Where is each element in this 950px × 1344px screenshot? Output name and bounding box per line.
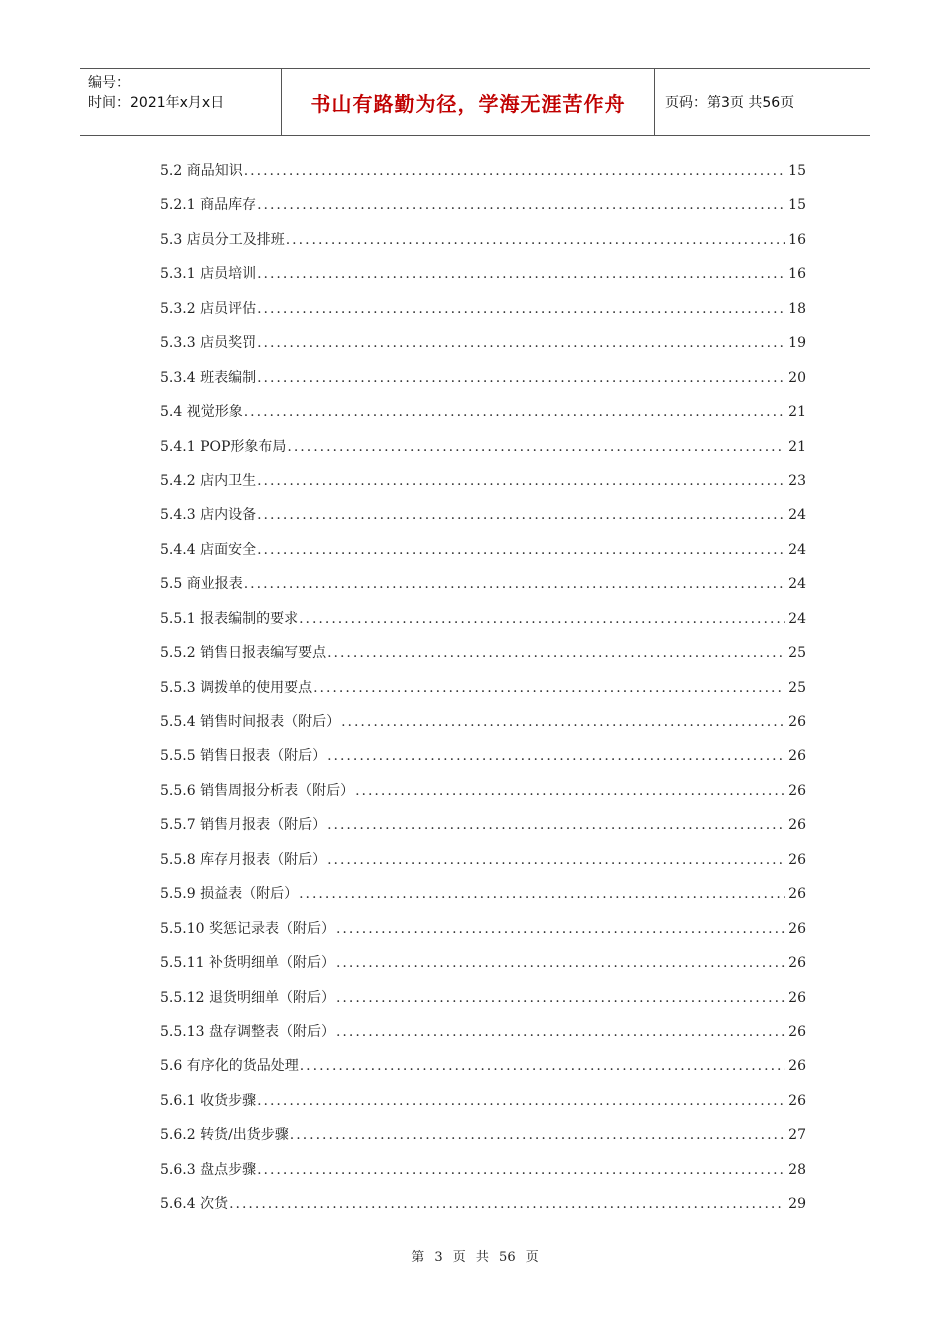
toc-entry-page: 25 — [788, 645, 806, 662]
toc-entry-page: 15 — [788, 197, 806, 214]
toc-entry-page: 26 — [788, 851, 806, 868]
toc-dot-leader — [229, 1187, 785, 1221]
toc-entry-page: 26 — [788, 817, 806, 834]
toc-entry-label: 5.3.4 班表编制 — [160, 369, 257, 386]
toc-entry[interactable] — [160, 877, 806, 911]
toc-entry-label: 5.5.5 销售日报表（附后） — [160, 748, 327, 765]
toc-entry-page: 26 — [788, 782, 806, 799]
toc-entry-label: 5.3.1 店员培训 — [160, 266, 257, 283]
toc-entry-label: 5.5.10 奖惩记录表（附后） — [160, 920, 335, 937]
date-label: 时间：2021年x月x日 — [88, 95, 225, 111]
toc-entry-label: 5.6.4 次货 — [160, 1196, 229, 1213]
toc-entry-page: 24 — [788, 541, 806, 558]
toc-entry[interactable] — [160, 361, 806, 395]
toc-dot-leader — [257, 498, 785, 532]
toc-entry-label: 5.6.3 盘点步骤 — [160, 1161, 257, 1178]
header-meta — [80, 69, 282, 135]
toc-entry-page: 26 — [788, 886, 806, 903]
toc-entry-label: 5.5.1 报表编制的要求 — [160, 610, 299, 627]
toc-dot-leader — [299, 602, 785, 636]
toc-entry-label: 5.5.9 损益表（附后） — [160, 886, 299, 903]
toc-entry[interactable] — [160, 154, 806, 188]
toc-entry[interactable] — [160, 1118, 806, 1152]
toc-entry[interactable] — [160, 981, 806, 1015]
toc-dot-leader — [257, 1153, 785, 1187]
toc-entry[interactable] — [160, 430, 806, 464]
toc-entry-page: 26 — [788, 989, 806, 1006]
table-of-contents — [160, 154, 806, 1222]
toc-entry[interactable] — [160, 774, 806, 808]
toc-entry-label: 5.4.4 店面安全 — [160, 541, 257, 558]
toc-entry-label: 5.4.2 店内卫生 — [160, 472, 257, 489]
toc-dot-leader — [257, 292, 785, 326]
toc-entry-label: 5.5.2 销售日报表编写要点 — [160, 645, 327, 662]
toc-entry-label: 5.4 视觉形象 — [160, 404, 243, 421]
toc-entry[interactable] — [160, 946, 806, 980]
toc-entry[interactable] — [160, 602, 806, 636]
toc-entry[interactable] — [160, 326, 806, 360]
toc-dot-leader — [257, 188, 785, 222]
toc-entry-label: 5.5.13 盘存调整表（附后） — [160, 1023, 335, 1040]
page-footer: 第 3 页 共 56 页 — [411, 1250, 539, 1265]
toc-entry-label: 5.3 店员分工及排班 — [160, 231, 285, 248]
page-header — [80, 68, 870, 136]
header-motto: 书山有路勤为径，学海无涯苦作舟 — [282, 69, 655, 135]
toc-entry-page: 24 — [788, 507, 806, 524]
toc-entry-page: 20 — [788, 369, 806, 386]
toc-entry[interactable] — [160, 912, 806, 946]
toc-entry-label: 5.5 商业报表 — [160, 576, 243, 593]
toc-dot-leader — [336, 981, 785, 1015]
toc-entry-page: 27 — [788, 1127, 806, 1144]
toc-entry[interactable] — [160, 705, 806, 739]
toc-entry[interactable] — [160, 808, 806, 842]
toc-entry-page: 24 — [788, 576, 806, 593]
toc-entry-page: 16 — [788, 266, 806, 283]
toc-entry[interactable] — [160, 739, 806, 773]
toc-entry[interactable] — [160, 636, 806, 670]
toc-dot-leader — [257, 361, 785, 395]
toc-dot-leader — [327, 808, 785, 842]
toc-entry[interactable] — [160, 223, 806, 257]
toc-entry[interactable] — [160, 533, 806, 567]
toc-entry[interactable] — [160, 1015, 806, 1049]
toc-entry-label: 5.4.1 POP形象布局 — [160, 438, 287, 455]
toc-entry-page: 21 — [788, 438, 806, 455]
toc-entry-label: 5.2.1 商品库存 — [160, 197, 257, 214]
toc-entry-label: 5.5.6 销售周报分析表（附后） — [160, 782, 355, 799]
toc-dot-leader — [257, 464, 785, 498]
toc-entry-label: 5.6 有序化的货品处理 — [160, 1058, 299, 1075]
toc-dot-leader — [327, 843, 785, 877]
toc-entry[interactable] — [160, 257, 806, 291]
toc-entry[interactable] — [160, 671, 806, 705]
toc-entry-page: 23 — [788, 472, 806, 489]
toc-entry[interactable] — [160, 464, 806, 498]
toc-entry-page: 29 — [788, 1196, 806, 1213]
toc-entry-label: 5.5.3 调拨单的使用要点 — [160, 679, 313, 696]
toc-entry-page: 26 — [788, 1058, 806, 1075]
toc-entry-label: 5.5.7 销售月报表（附后） — [160, 817, 327, 834]
toc-dot-leader — [257, 257, 785, 291]
toc-entry-page: 26 — [788, 1092, 806, 1109]
toc-dot-leader — [257, 326, 785, 360]
toc-entry-page: 18 — [788, 300, 806, 317]
toc-entry-page: 26 — [788, 748, 806, 765]
toc-entry[interactable] — [160, 1049, 806, 1083]
toc-entry-page: 28 — [788, 1161, 806, 1178]
toc-entry-label: 5.2 商品知识 — [160, 163, 243, 179]
header-page-info: 页码：第3页 共56页 — [665, 95, 795, 111]
toc-entry[interactable] — [160, 292, 806, 326]
toc-entry-page: 24 — [788, 610, 806, 627]
toc-dot-leader — [336, 946, 785, 980]
toc-dot-leader — [244, 567, 785, 601]
toc-entry-page: 21 — [788, 404, 806, 421]
toc-entry-label: 5.5.4 销售时间报表（附后） — [160, 714, 341, 730]
toc-entry-page: 19 — [788, 335, 806, 352]
toc-entry-label: 5.5.11 补货明细单（附后） — [160, 955, 335, 972]
toc-dot-leader — [287, 430, 785, 464]
toc-dot-leader — [327, 636, 785, 670]
toc-dot-leader — [257, 1084, 785, 1118]
toc-dot-leader — [244, 395, 785, 429]
toc-entry-label: 5.6.2 转货/出货步骤 — [160, 1127, 289, 1144]
serial-label: 编号： — [88, 75, 130, 91]
toc-dot-leader — [355, 774, 785, 808]
toc-dot-leader — [300, 1049, 785, 1083]
toc-dot-leader — [290, 1118, 785, 1152]
toc-entry[interactable] — [160, 1153, 806, 1187]
toc-dot-leader — [327, 739, 785, 773]
toc-entry[interactable] — [160, 1187, 806, 1221]
toc-dot-leader — [299, 877, 785, 911]
toc-entry-label: 5.6.1 收货步骤 — [160, 1092, 257, 1109]
toc-entry-label: 5.4.3 店内设备 — [160, 507, 257, 524]
toc-entry[interactable] — [160, 395, 806, 429]
toc-entry[interactable] — [160, 1084, 806, 1118]
toc-entry-page: 25 — [788, 679, 806, 696]
toc-entry-page: 16 — [788, 231, 806, 248]
toc-entry[interactable] — [160, 843, 806, 877]
toc-dot-leader — [341, 705, 785, 739]
toc-dot-leader — [313, 671, 785, 705]
toc-entry-label: 5.5.8 库存月报表（附后） — [160, 851, 327, 868]
toc-entry[interactable] — [160, 567, 806, 601]
toc-entry[interactable] — [160, 188, 806, 222]
toc-dot-leader — [286, 223, 785, 257]
toc-entry-label: 5.3.2 店员评估 — [160, 300, 257, 317]
toc-entry-label: 5.5.12 退货明细单（附后） — [160, 989, 335, 1006]
toc-entry-page: 26 — [788, 714, 806, 730]
toc-entry-page: 26 — [788, 955, 806, 972]
toc-entry-page: 26 — [788, 1023, 806, 1040]
toc-dot-leader — [244, 154, 785, 188]
toc-entry-label: 5.3.3 店员奖罚 — [160, 335, 257, 352]
toc-dot-leader — [257, 533, 785, 567]
toc-entry-page: 15 — [788, 163, 806, 179]
toc-entry[interactable] — [160, 498, 806, 532]
toc-entry-page: 26 — [788, 920, 806, 937]
toc-dot-leader — [336, 912, 785, 946]
toc-dot-leader — [336, 1015, 785, 1049]
